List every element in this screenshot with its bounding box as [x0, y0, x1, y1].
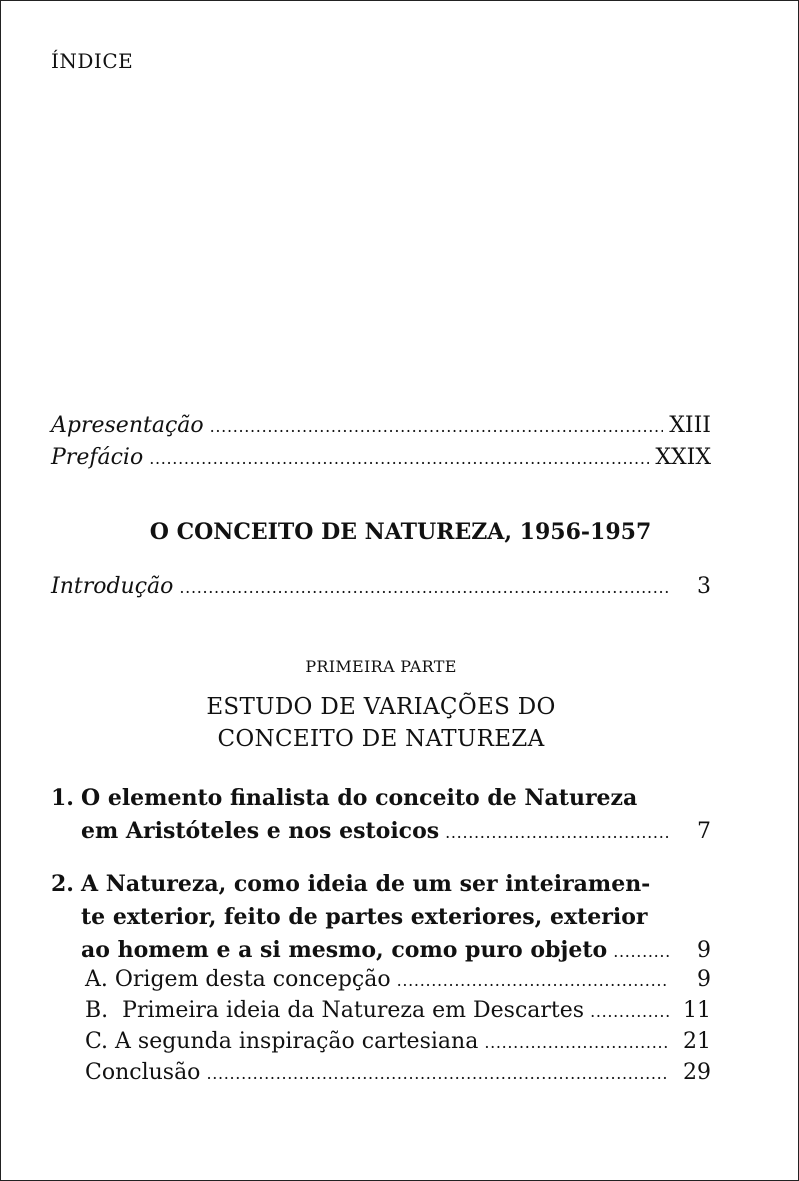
subsection-page: 11 [683, 998, 711, 1023]
subsection-page: 21 [683, 1029, 711, 1054]
chapter-2-subsections [85, 967, 711, 1091]
toc-entry-title: Prefácio [51, 445, 144, 470]
running-head: ÍNDICE [51, 49, 134, 73]
section-title: O CONCEITO DE NATUREZA, 1956-1957 [149, 519, 652, 545]
subsection-a [85, 967, 711, 998]
dot-leader [484, 1033, 669, 1052]
dot-leader [206, 1064, 669, 1083]
chapter-page: 7 [697, 819, 711, 844]
toc-entry-apresentacao [51, 413, 711, 438]
chapter-title-line: A Natureza, como ideia de um ser inteiramen- [81, 871, 651, 897]
chapter-title-line: em Aristóteles e nos estoicos [81, 818, 440, 844]
subsection-title: B. Primeira ideia da Natureza em Descartes [85, 998, 585, 1023]
chapter-page: 9 [697, 938, 711, 963]
subsection-page: 29 [683, 1060, 711, 1085]
toc-entry-page: 3 [697, 574, 711, 599]
toc-entry-title: Apresentação [51, 413, 204, 438]
chapter-1 [51, 785, 711, 851]
toc-entry-title: Introdução [51, 574, 174, 599]
toc-entry-page: XIII [669, 413, 711, 438]
subsection-title: A. Origem desta concepção [85, 967, 391, 992]
chapter-2 [51, 871, 711, 970]
subsection-title: Conclusão [85, 1060, 201, 1085]
chapter-title-line: O elemento finalista do conceito de Natureza [81, 785, 638, 811]
toc-entry-page: XXIX [655, 445, 711, 470]
dot-leader [590, 1002, 669, 1021]
dot-leader [445, 823, 669, 842]
toc-entry-prefacio [51, 445, 711, 470]
chapter-number: 1. [51, 785, 74, 811]
toc-entry-introducao [51, 574, 711, 599]
dot-leader [613, 942, 669, 961]
dot-leader [179, 578, 669, 597]
subsection-page: 9 [697, 967, 711, 992]
subsection-conclusao [85, 1060, 711, 1091]
subsection-title: C. A segunda inspiração cartesiana [85, 1029, 479, 1054]
part-title [51, 691, 711, 755]
dot-leader [149, 449, 649, 468]
chapter-title-line: te exterior, feito de partes exteriores, exterior [81, 904, 648, 930]
subsection-b [85, 998, 711, 1029]
part-title-line: ESTUDO DE VARIAÇÕES DO [206, 694, 556, 720]
part-title-line: CONCEITO DE NATUREZA [217, 726, 545, 752]
part-label: PRIMEIRA PARTE [305, 657, 457, 676]
dot-leader [210, 417, 664, 436]
dot-leader [397, 971, 669, 990]
subsection-c [85, 1029, 711, 1060]
chapter-title-line: ao homem e a si mesmo, como puro objeto [81, 937, 608, 963]
chapter-number: 2. [51, 871, 74, 897]
